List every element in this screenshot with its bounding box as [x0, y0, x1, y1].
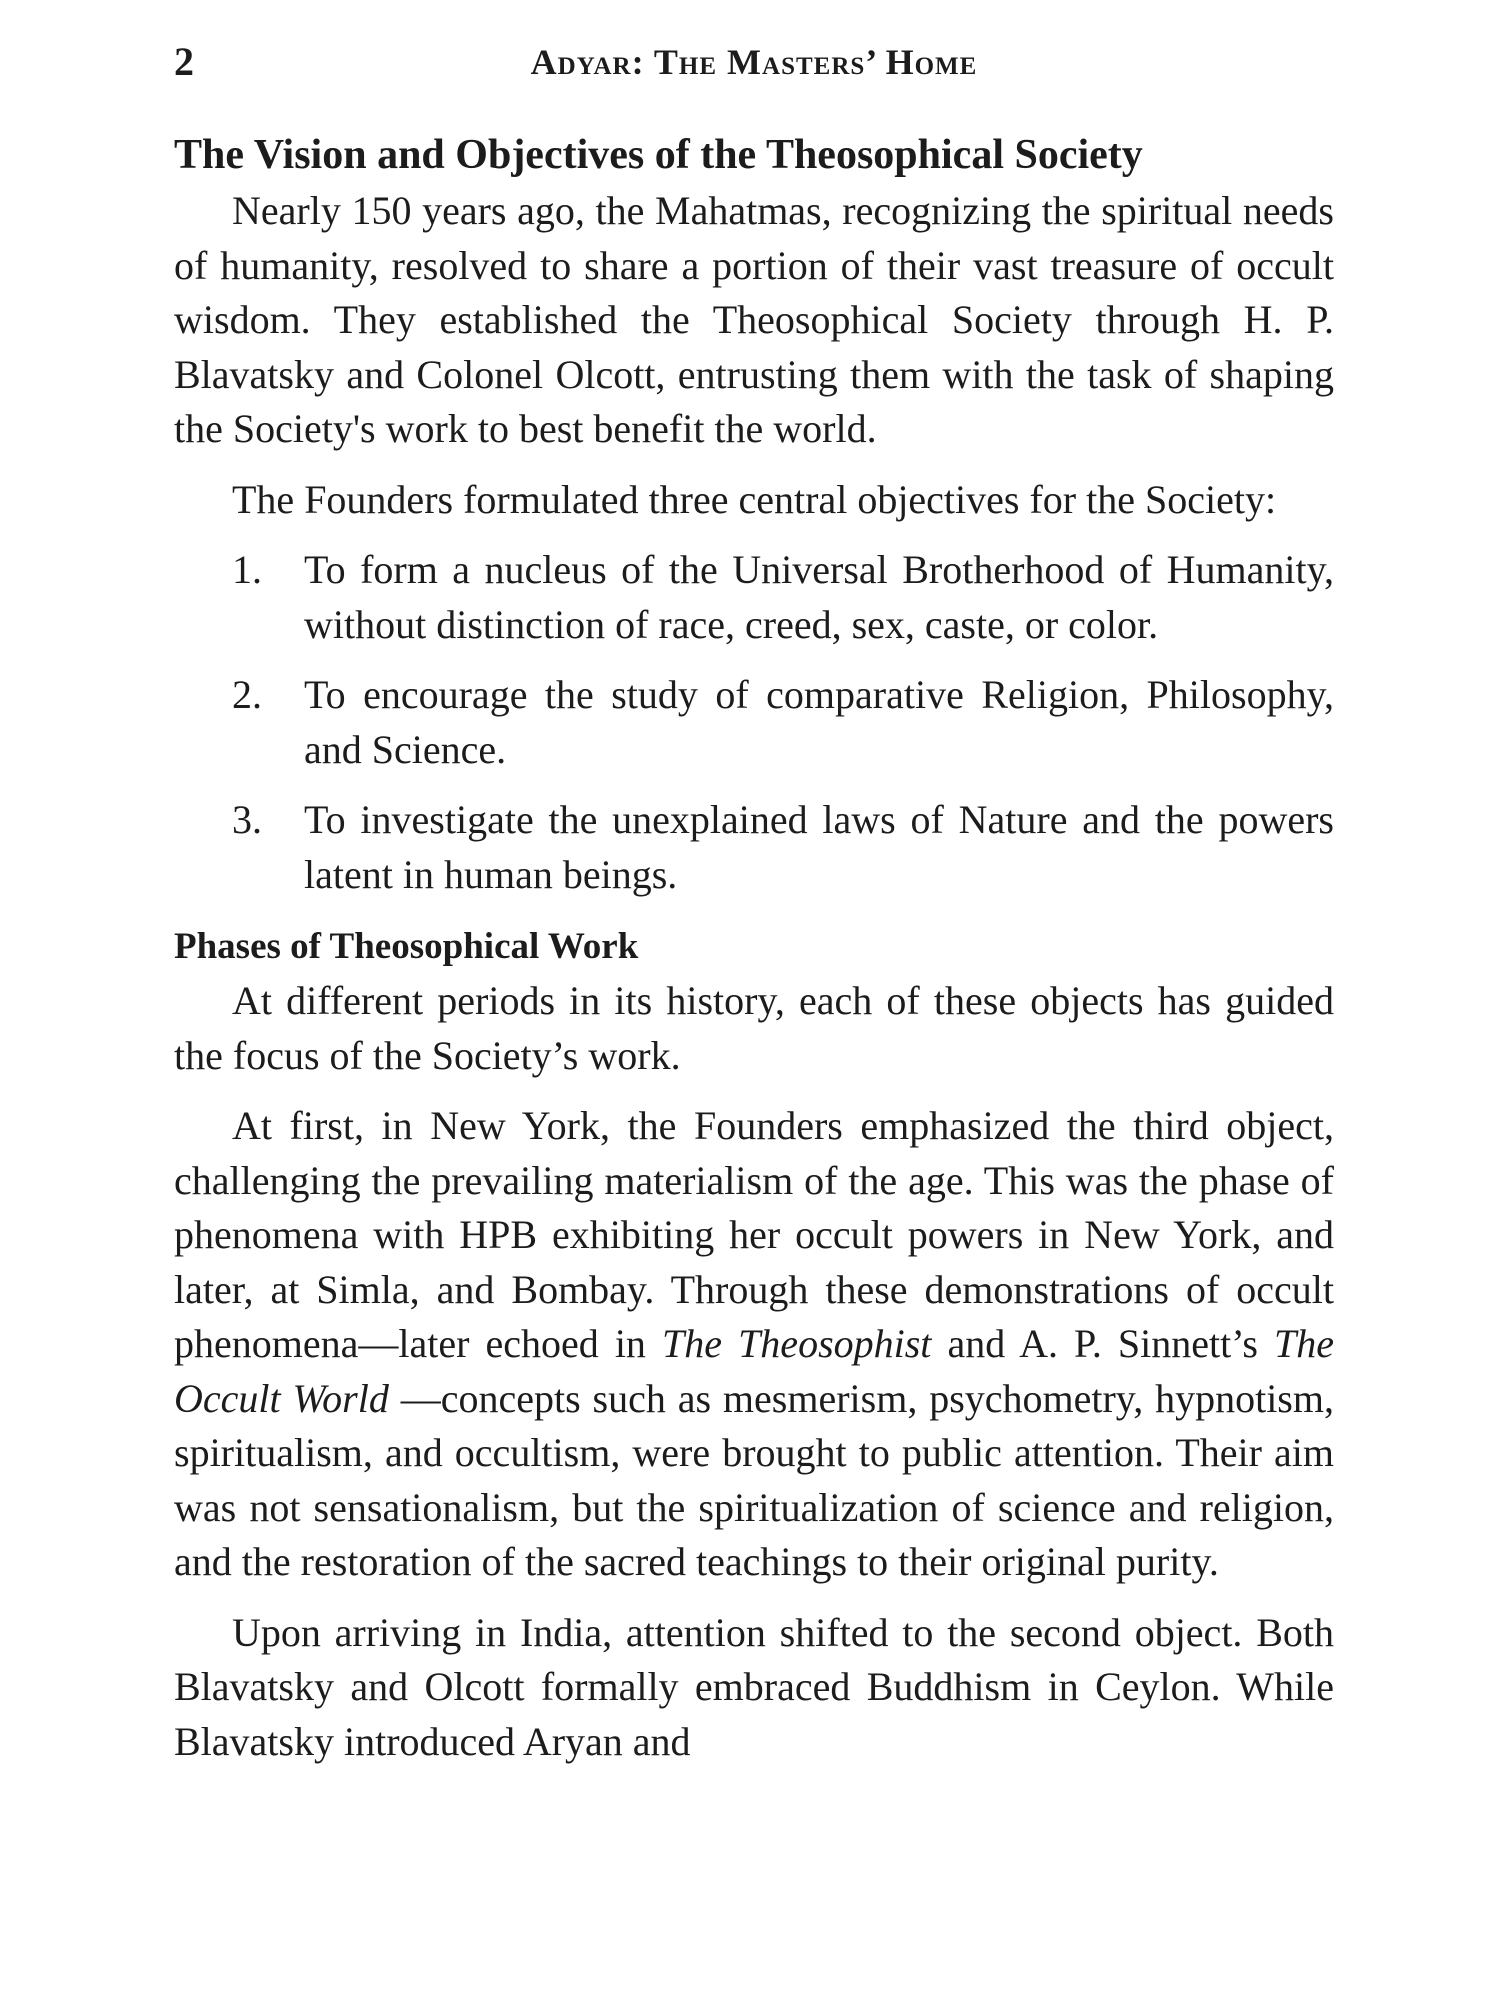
- objective-text: To encourage the study of comparative Religion, Philosophy, and Science.: [304, 672, 1334, 772]
- running-title: Adyar: The Masters’ Home: [530, 42, 978, 82]
- founders-paragraph: The Founders formulated three central objectives for the Society:: [232, 476, 1277, 522]
- running-header: [174, 34, 1334, 90]
- book-title-the-theosophist: The Theosophist: [662, 1321, 932, 1366]
- paragraph-text: At first, in New York, the Founders emphasized the third object, challenging the prevailing materialism of the age. This was the phase of phenomena with HPB exhibiting her occult powers in New York, and later, at Simla, and Bombay. Through these demonstrations of occult phenomena—later echoed in: [174, 1103, 1334, 1366]
- phases-paragraph-1: At different periods in its history, each of these objects has guided the focus of the Society’s work.: [174, 978, 1334, 1078]
- paragraph-text: —concepts such as mesmerism, psychometry, hypnotism, spiritualism, and occultism, were brought to public attention. Their aim was not sensationalism, but the spiritualization of science and religion, and the restoration of the sacred teachings to their original purity.: [174, 1375, 1334, 1584]
- objective-number: 3.: [232, 797, 262, 842]
- section-heading: The Vision and Objectives of the Theosophical Society: [174, 132, 1143, 178]
- book-title-the-occult-world: The Occult World: [174, 1321, 1334, 1421]
- phases-paragraph-3: Upon arriving in India, attention shifted to the second object. Both Blavatsky and Olcott formally embraced Buddhism in Ceylon. While Blavatsky introduced Aryan and: [174, 1609, 1334, 1764]
- objective-text: To form a nucleus of the Universal Brotherhood of Humanity, without distinction of race, creed, sex, caste, or color.: [304, 547, 1334, 647]
- sub-heading: Phases of Theosophical Work: [174, 926, 639, 967]
- objective-item: [174, 668, 1334, 777]
- objectives-list: [174, 543, 1334, 902]
- objective-number: 1.: [232, 547, 262, 592]
- paragraph-text: and A. P. Sinnett’s: [931, 1321, 1274, 1366]
- intro-paragraph: Nearly 150 years ago, the Mahatmas, recognizing the spiritual needs of humanity, resolved to share a portion of their vast treasure of occult wisdom. They established the Theosophical Society through H. P. Blavatsky and Colonel Olcott, entrusting them with the task of shaping the Society's work to best benefit the world.: [174, 188, 1334, 451]
- page-body: [174, 126, 1334, 1769]
- objective-text: To investigate the unexplained laws of Nature and the powers latent in human beings.: [304, 797, 1334, 897]
- objective-item: [174, 793, 1334, 902]
- phases-paragraph-2: [174, 1099, 1334, 1590]
- page-number: 2: [174, 39, 194, 84]
- objective-number: 2.: [232, 672, 262, 717]
- objective-item: [174, 543, 1334, 652]
